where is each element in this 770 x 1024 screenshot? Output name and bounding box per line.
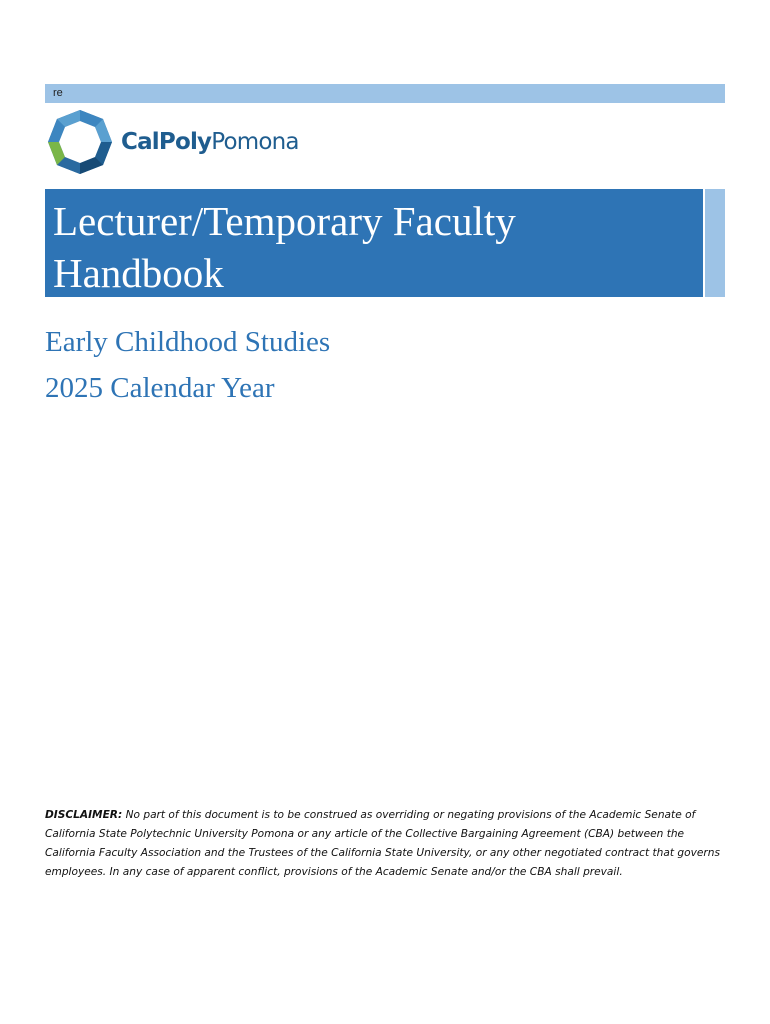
octagon-logo-icon	[45, 107, 115, 177]
title-line-2: Handbook	[53, 250, 224, 296]
title-band	[45, 189, 703, 297]
department-subtitle: Early Childhood Studies	[45, 326, 331, 358]
disclaimer-body: No part of this document is to be construed as overriding or negating provisions of the Academic Senate of California State Polytechnic University Pomona or any article of the Collective Bargaining Agreement (CBA) between the California Faculty Association and the Trustees of the California State University, or any other negotiated contract that governs employees. In any case of apparent conflict, provisions of the Academic Senate and/or the CBA shall prevail.	[45, 809, 720, 878]
disclaimer-label: DISCLAIMER:	[45, 809, 123, 821]
header-bar	[45, 84, 725, 103]
logo-text-calpoly: CalPoly	[121, 129, 212, 155]
cal-poly-pomona-logo	[45, 106, 307, 178]
document-title	[53, 195, 703, 299]
title-line-1: Lecturer/Temporary Faculty	[53, 198, 516, 244]
logo-text-pomona: Pomona	[211, 129, 299, 155]
title-band-accent	[705, 189, 725, 297]
header-bar-text: re	[53, 87, 63, 99]
logo-wordmark	[121, 129, 299, 155]
year-subtitle: 2025 Calendar Year	[45, 372, 275, 404]
disclaimer-text	[45, 806, 729, 882]
